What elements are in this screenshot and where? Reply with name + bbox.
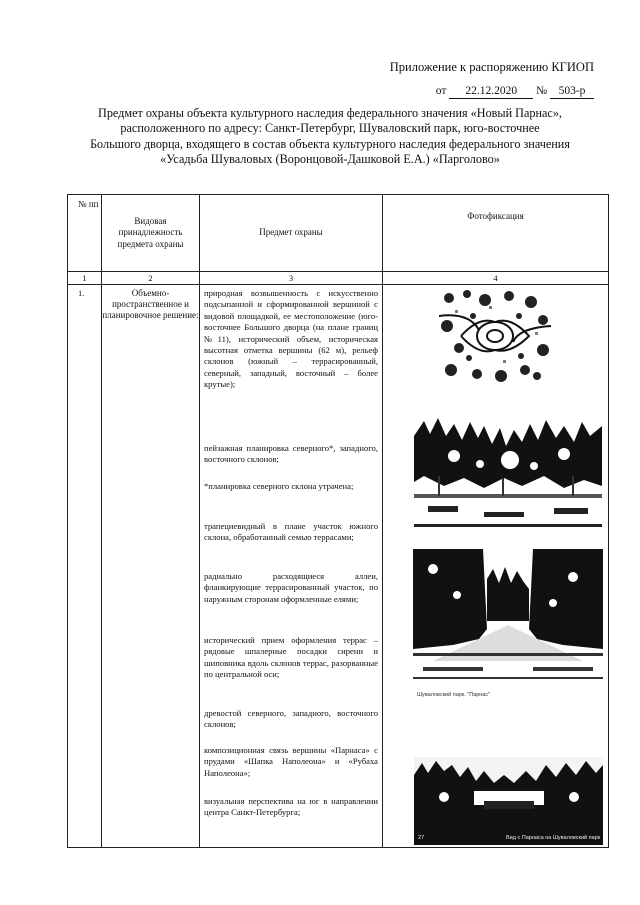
header-subject: Предмет охраны (200, 195, 383, 272)
ref-num-label: № (536, 85, 548, 97)
col-number-2: 2 (102, 272, 200, 285)
subject-item-3: *планировка северного склона утрачена; (204, 481, 354, 491)
heading-line-2: расположенного по адресу: Санкт-Петербург, Шуваловский парк, юго-восточнее (120, 121, 540, 136)
photo-historic-alley (413, 549, 603, 703)
protection-table (67, 194, 609, 848)
ref-date: 22.12.2020 (449, 85, 533, 99)
photo-plan-map (439, 286, 551, 384)
subject-item-8: композиционная связь вершины «Парнаса» с прудами «Шапка Наполеона» и «Рубаха Наполеона»; (204, 745, 378, 778)
order-reference (300, 85, 594, 99)
photo-caption-parnas: Шуваловский парк. "Парнас" (417, 692, 491, 698)
table-header-row (68, 195, 609, 272)
subject-item-6: исторический прием оформления террас – рядовые шпалерные посадки сирени и шиповника вдоль склонов террас, разорванные по центральной оси; (204, 635, 378, 680)
document-heading (40, 106, 620, 167)
row-kind: Объемно-пространственное и планировочное решение: (102, 285, 200, 848)
header-kind: Видовая принадлежность предмета охраны (102, 195, 200, 272)
col-number-3: 3 (200, 272, 383, 285)
col-number-1: 1 (68, 272, 102, 285)
annex-label: Приложение к распоряжению КГИОП (389, 60, 594, 74)
photo-caption-view: Вид с Парнаса на Шуваловский парк (506, 835, 601, 841)
row-number: 1. (68, 285, 102, 848)
heading-line-4: «Усадьба Шуваловых (Воронцовой-Дашковой Е.А.) «Парголово» (160, 151, 500, 166)
subject-item-5: радиально расходящиеся аллеи, фланкирующие террасированный участок, по наружным сторонам оформленные елями; (204, 571, 378, 604)
subject-item-7: древостой северного, западного, восточного склонов; (204, 708, 378, 730)
table-row (68, 285, 609, 848)
photo-view-from-parnas (414, 757, 603, 845)
subject-item-4: трапециевидный в плане участок южного склона, обработанный семью террасами; (204, 521, 378, 543)
col-number-4: 4 (383, 272, 609, 285)
column-number-row (68, 272, 609, 285)
row-subject-cell (200, 285, 383, 848)
subject-item-2: пейзажная планировка северного*, западного, восточного склонов; (204, 443, 378, 465)
row-photos-cell (383, 285, 609, 848)
ref-from-label: от (435, 85, 447, 97)
heading-line-1: Предмет охраны объекта культурного наследия федерального значения «Новый Парнас», (98, 106, 562, 120)
subject-item-9: визуальная перспектива на юг в направлении центра Санкт-Петербурга; (204, 796, 378, 818)
header-num: № пп (68, 195, 102, 272)
subject-item-1: природная возвышенность с искусственно подсыпанной и сформированной вершиной с видовой площадкой, ее местоположение (юго-восточнее Большого дворца (на плане границ №11), исторический объем, историческая высотная отметка вершины (62 м), рельеф склонов (южный – террасированный, северный, западный, восточный – более крутые); (204, 288, 378, 390)
header-photos: Фотофиксация (383, 195, 609, 272)
photo-number: 27 (418, 835, 425, 841)
heading-line-3: Большого дворца, входящего в состав объекта культурного наследия федерального значения (90, 136, 570, 151)
ref-number: 503-р (550, 85, 594, 99)
photo-hill-trees (414, 416, 602, 534)
